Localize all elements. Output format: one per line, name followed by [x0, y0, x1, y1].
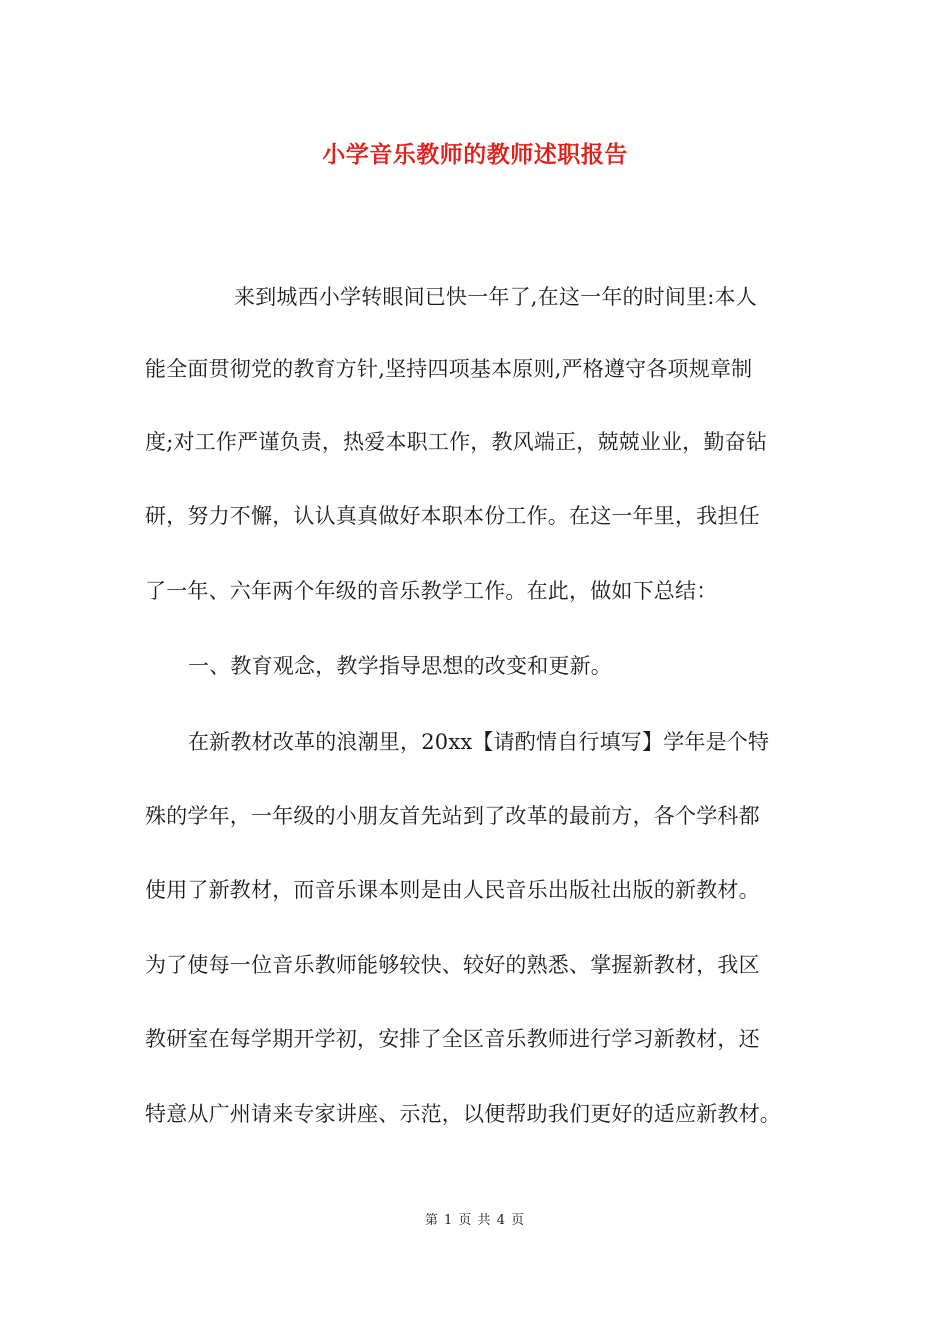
section-heading: 一、教育观念，教学指导思想的改变和更新。 — [188, 654, 612, 678]
paragraph-line: 度;对工作严谨负责，热爱本职工作，教风端正，兢兢业业，勤奋钻 — [145, 430, 768, 454]
paragraph-line: 能全面贯彻党的教育方针,坚持四项基本原则,严格遵守各项规章制 — [145, 357, 753, 381]
page-number-footer: 第 1 页 共 4 页 — [424, 1213, 526, 1228]
paragraph-line: 为了使每一位音乐教师能够较快、较好的熟悉、掌握新教材，我区 — [145, 953, 760, 977]
document-title: 小学音乐教师的教师述职报告 — [322, 141, 628, 168]
paragraph-line: 殊的学年，一年级的小朋友首先站到了改革的最前方，各个学科都 — [145, 804, 760, 828]
paragraph-line: 了一年、六年两个年级的音乐教学工作。在此，做如下总结： — [145, 579, 718, 603]
paragraph-line: 特意从广州请来专家讲座、示范，以便帮助我们更好的适应新教材。 — [145, 1102, 781, 1126]
paragraph-line: 教研室在每学期开学初，安排了全区音乐教师进行学习新教材，还 — [145, 1027, 760, 1051]
paragraph-line: 来到城西小学转眼间已快一年了,在这一年的时间里:本人 — [234, 285, 757, 309]
paragraph-line: 使用了新教材，而音乐课本则是由人民音乐出版社出版的新教材。 — [145, 878, 760, 902]
paragraph-line: 在新教材改革的浪潮里，20xx【请酌情自行填写】学年是个特 — [188, 730, 770, 754]
paragraph-line: 研，努力不懈，认认真真做好本职本份工作。在这一年里，我担任 — [145, 504, 760, 528]
